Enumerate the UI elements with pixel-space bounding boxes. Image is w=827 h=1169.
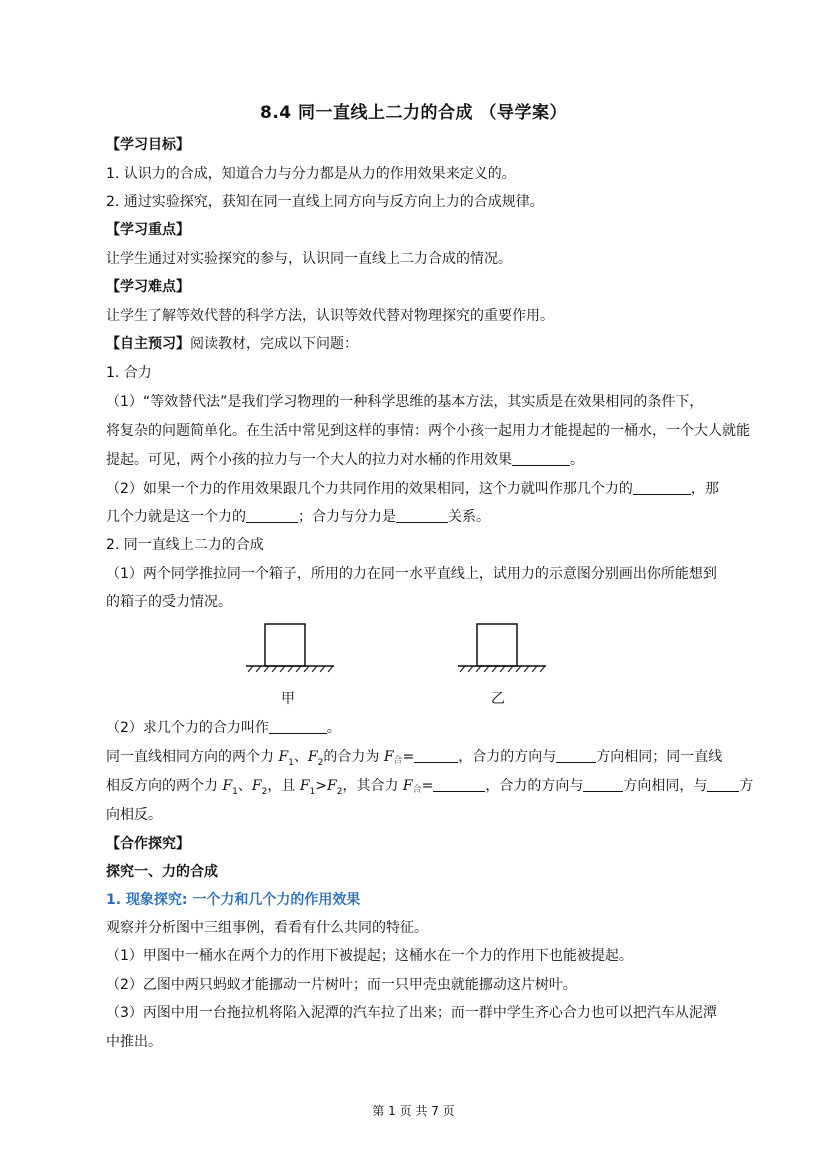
symbol-f: F <box>307 749 318 765</box>
subscript-2: 2 <box>336 786 343 797</box>
symbol-f: F <box>222 778 233 794</box>
rule-text-1: 同一直线相同方向的两个力 <box>106 749 279 765</box>
rule-text-8: ，合力的方向与 <box>485 778 584 794</box>
rule-text-2: 的合力为 <box>323 749 384 765</box>
figure-label-b: 乙 <box>491 691 505 707</box>
answer-blank-difference[interactable] <box>433 776 485 792</box>
definition-line-2 <box>106 507 490 527</box>
subscript-2: 2 <box>317 757 324 768</box>
preview-intro: 阅读教材，完成以下问题： <box>190 336 358 352</box>
goal-item-2: 2. 通过实验探究，获知在同一直线上同方向与反方向上力的合成规律。 <box>106 194 544 210</box>
composition-question <box>106 718 341 738</box>
definition-text: （2）如果一个力的作用效果跟几个力共同作用的效果相同，这个力就叫作那几个力的 <box>106 481 633 497</box>
answer-blank-resultant[interactable] <box>633 479 691 495</box>
preview-heading: 【自主预习】 <box>106 336 190 352</box>
symbol-f: F <box>327 778 337 794</box>
opposite-direction-rule-end: 向相反。 <box>106 807 162 823</box>
answer-blank-composition[interactable] <box>269 718 327 734</box>
goal-item-1: 1. 认识力的合成，知道合力与分力都是从力的作用效果来定义的。 <box>106 166 516 182</box>
definition-text-end: ，那 <box>690 481 719 497</box>
definition-line-1 <box>106 479 719 499</box>
symbol-f: F <box>278 749 289 765</box>
rule-text-5: 相反方向的两个力 <box>106 778 223 794</box>
same-direction-rule-line <box>106 747 722 773</box>
period-2: 。 <box>326 720 341 736</box>
definition-text-2: 几个力就是这一个力的 <box>106 509 246 525</box>
box-task-line-2: 的箱子的受力情况。 <box>106 594 232 610</box>
answer-blank-sum[interactable] <box>414 747 458 763</box>
answer-blank-same-direction[interactable] <box>556 747 596 763</box>
symbol-f: F <box>251 778 262 794</box>
definition-text-3: ；合力与分力是 <box>298 509 396 525</box>
cooperative-inquiry-heading: 【合作探究】 <box>106 836 190 852</box>
subscript-2: 2 <box>261 786 268 797</box>
resultant-force-heading: 1. 合力 <box>106 365 152 381</box>
equals-sign: = <box>421 778 434 794</box>
subscript-1: 1 <box>232 786 238 797</box>
definition-text-4: 关系。 <box>448 509 490 525</box>
answer-blank-effect[interactable] <box>512 450 570 466</box>
key-points-text: 让学生通过对实验探究的参与，认识同一直线上二力合成的情况。 <box>106 251 512 267</box>
symbol-f: F <box>402 778 413 794</box>
ground-hatch-b <box>460 666 545 672</box>
example-1: （1）甲图中一桶水在两个力的作用下被提起；这桶水在一个力的作用下也能被提起。 <box>106 948 633 964</box>
separator: 、 <box>237 778 252 794</box>
equivalence-paragraph-line-1: （1）“等效替代法”是我们学习物理的一种科学思维的基本方法，其实质是在效果相同的条件下， <box>106 394 704 410</box>
learning-goals-heading: 【学习目标】 <box>106 137 190 153</box>
period: 。 <box>570 452 584 468</box>
observe-instruction: 观察并分析图中三组事例，看看有什么共同的特征。 <box>106 920 428 936</box>
figure-label-a: 甲 <box>281 691 295 707</box>
equivalence-paragraph-line-2: 将复杂的问题简单化。在生活中常见到这样的事情：两个小孩一起用力才能提起的一桶水，一个大人就能 <box>106 423 750 439</box>
equals-sign: = <box>402 749 415 765</box>
subscript-resultant: 合 <box>393 756 403 766</box>
subscript-resultant: 合 <box>412 785 422 795</box>
greater-than-sign: > <box>315 778 327 794</box>
composition-question-text: （2）求几个力的合力叫作 <box>106 720 269 736</box>
difficulty-heading: 【学习难点】 <box>106 279 190 295</box>
equivalence-text: 提起。可见，两个小孩的拉力与一个大人的拉力对水桶的作用效果 <box>106 452 512 468</box>
example-3-line-2: 中推出。 <box>106 1034 162 1050</box>
collinear-forces-heading: 2. 同一直线上二力的合成 <box>106 537 264 553</box>
answer-blank-relation[interactable] <box>396 507 448 523</box>
opposite-direction-rule-line <box>106 776 753 802</box>
rule-text-4: 方向相同；同一直线 <box>596 749 723 765</box>
phenomenon-inquiry-subheading: 1. 现象探究: 一个力和几个力的作用效果 <box>106 892 361 908</box>
separator: 、 <box>293 749 308 765</box>
subscript-1: 1 <box>288 757 294 768</box>
answer-blank-direction-same[interactable] <box>583 776 623 792</box>
rule-text-10: 方 <box>739 778 754 794</box>
box-a-shape <box>265 624 305 666</box>
subscript-1: 1 <box>309 786 316 797</box>
rule-text-7: ，其合力 <box>342 778 403 794</box>
rule-text-6: ，且 <box>267 778 300 794</box>
answer-blank-direction-opposite[interactable] <box>707 776 739 792</box>
difficulty-text: 让学生了解等效代替的科学方法，认识等效代替对物理探究的重要作用。 <box>106 308 554 324</box>
page-title: 8.4 同一直线上二力的合成 （导学案） <box>260 103 567 123</box>
example-2: （2）乙图中两只蚂蚁才能挪动一片树叶；而一只甲壳虫就能挪动这片树叶。 <box>106 977 577 993</box>
symbol-f: F <box>299 778 310 794</box>
inquiry-one-heading: 探究一、力的合成 <box>106 864 218 880</box>
box-b-shape <box>477 624 517 666</box>
example-3-line-1: （3）丙图中用一台拖拉机将陷入泥潭的汽车拉了出来；而一群中学生齐心合力也可以把汽车从泥潭 <box>106 1005 717 1021</box>
rule-text-3: ，合力的方向与 <box>458 749 557 765</box>
equivalence-paragraph-line-3 <box>106 450 584 470</box>
box-task-line-1: （1）两个同学推拉同一个箱子，所用的力在同一水平直线上，试用力的示意图分别画出你所能想到 <box>106 566 717 582</box>
answer-blank-component[interactable] <box>246 507 298 523</box>
ground-hatch-a <box>248 666 333 672</box>
symbol-f: F <box>383 749 394 765</box>
page-footer: 第 1 页 共 7 页 <box>372 1104 455 1118</box>
rule-text-9: 方向相同，与 <box>623 778 708 794</box>
preview-line <box>106 334 358 354</box>
key-points-heading: 【学习重点】 <box>106 222 190 238</box>
